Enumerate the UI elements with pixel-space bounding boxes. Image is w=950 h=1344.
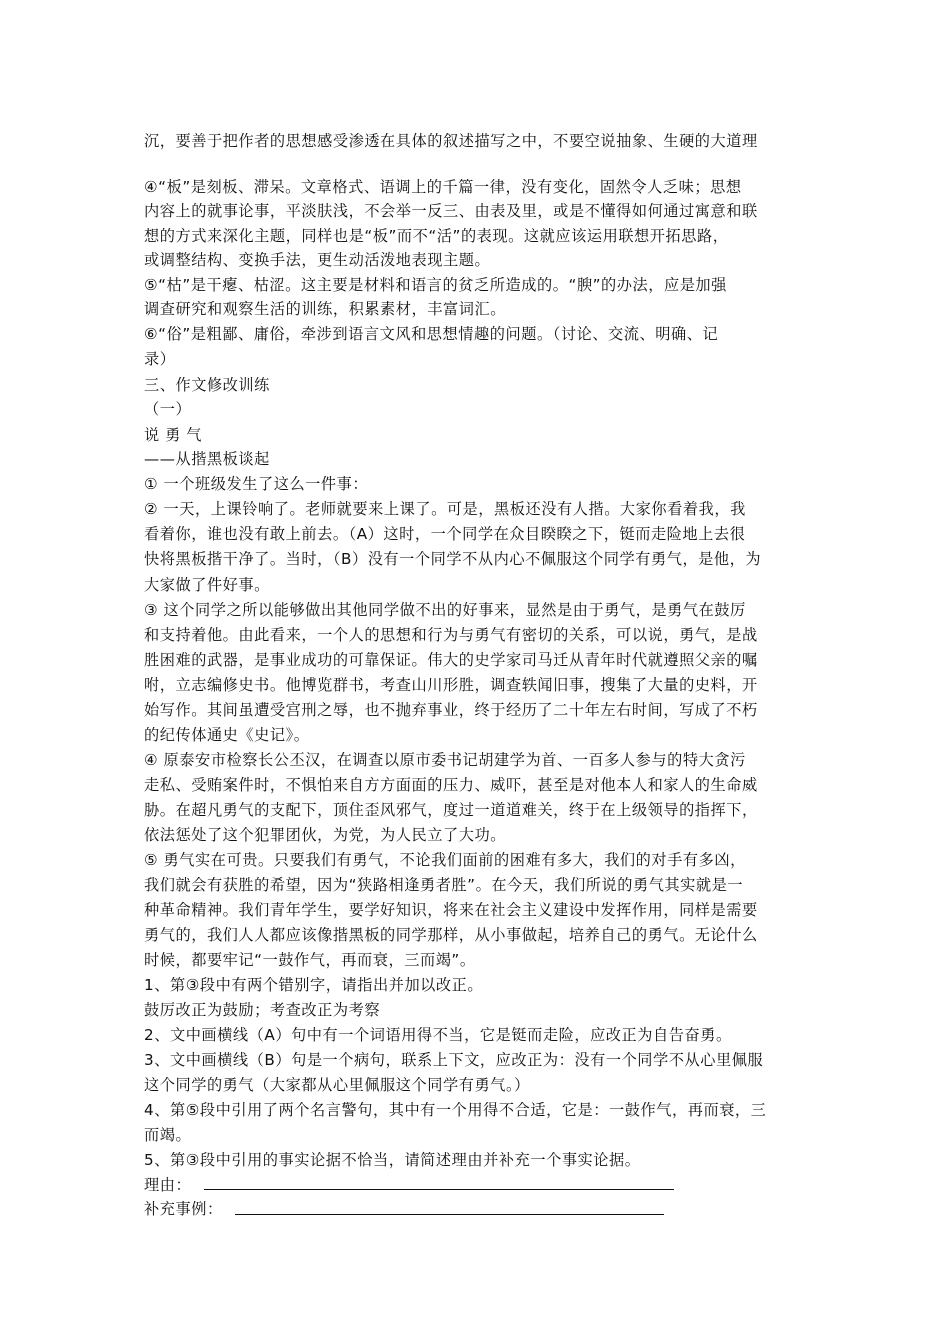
- text-line: ④ 原泰安市检察长公丕汉，在调查以原市委书记胡建学为首、一百多人参与的特大贪污: [144, 751, 746, 769]
- text-line: 时候，都要牢记“一鼓作气，再而衰，三而竭”。: [144, 951, 476, 969]
- reason-label: 理由：: [144, 1176, 192, 1194]
- text-line: 的纪传体通史《史记》。: [144, 726, 310, 744]
- section-heading: 三、作文修改训练: [144, 376, 270, 394]
- text-line: 或调整结构、变换手法，更生动活泼地表现主题。: [144, 251, 491, 269]
- text-line: 始写作。其间虽遭受宫刑之辱，也不抛弃事业，终于经历了二十年左右时间，写成了不朽: [144, 701, 758, 719]
- essay-subtitle: ——从揩黑板谈起: [144, 450, 270, 468]
- text-line: 我们就会有获胜的希望，因为“狭路相逢勇者胜”。在今天，我们所说的勇气其实就是一: [144, 876, 744, 894]
- reason-blank-line: [204, 1189, 674, 1190]
- text-line: 而竭。: [144, 1126, 192, 1144]
- text-line: 种革命精神。我们青年学生，要学好知识，将来在社会主义建设中发挥作用，同样是需要: [144, 901, 758, 919]
- text-line: 胁。在超凡勇气的支配下，顶住歪风邪气，度过一道道难关，终于在上级领导的指挥下，: [144, 801, 758, 819]
- question-line: 5、第③段中引用的事实论据不恰当，请简述理由并补充一个事实论据。: [144, 1151, 641, 1169]
- text-line: ① 一个班级发生了这么一件事：: [144, 475, 369, 493]
- text-line: ④“板”是刻板、滞呆。文章格式、语调上的千篇一律，没有变化，固然令人乏味；思想: [144, 178, 742, 196]
- text-line: 这个同学的勇气（大家都从心里佩服这个同学有勇气。）: [144, 1076, 530, 1094]
- example-label: 补充事例：: [144, 1200, 223, 1218]
- text-line: 录）: [144, 350, 176, 368]
- text-line: 快将黑板揩干净了。当时，（B）没有一个同学不从内心不佩服这个同学有勇气，是他，为: [144, 550, 762, 568]
- question-line: 3、文中画横线（B）句是一个病句，联系上下文，应改正为：没有一个同学不从心里佩服: [144, 1051, 764, 1069]
- text-line: 和支持着他。由此看来，一个人的思想和行为与勇气有密切的关系，可以说，勇气，是战: [144, 626, 758, 644]
- text-line: 内容上的就事论事，平淡肤浅，不会举一反三、由表及里，或是不懂得如何通过寓意和联: [144, 202, 758, 220]
- text-line: 想的方式来深化主题，同样也是“板”而不“活”的表现。这就应该运用联想开拓思路，: [144, 227, 729, 245]
- text-line: ⑥“俗”是粗鄙、庸俗，牵涉到语言文风和思想情趣的问题。（讨论、交流、明确、记: [144, 325, 719, 343]
- text-line: 看着你，谁也没有敢上前去。（A）这时，一个同学在众目睽睽之下，铤而走险地上去很: [144, 525, 746, 543]
- text-line: 大家做了件好事。: [144, 576, 270, 594]
- essay-title: 说 勇 气: [144, 426, 202, 444]
- text-line: 勇气的，我们人人都应该像揩黑板的同学那样，从小事做起，培养自己的勇气。无论什么: [144, 926, 758, 944]
- question-line: 1、第③段中有两个错别字，请指出并加以改正。: [144, 976, 484, 994]
- text-line: ⑤“枯”是干瘪、枯涩。这主要是材料和语言的贫乏所造成的。“腴”的办法，应是加强: [144, 276, 727, 294]
- text-line: 咐，立志编修史书。他博览群书，考查山川形胜，调查轶闻旧事，搜集了大量的史料，开: [144, 676, 758, 694]
- text-line: ⑤ 勇气实在可贵。只要我们有勇气，不论我们面前的困难有多大，我们的对手有多凶，: [144, 851, 746, 869]
- text-line: ③ 这个同学之所以能够做出其他同学做不出的好事来，显然是由于勇气，是勇气在鼓厉: [144, 601, 746, 619]
- question-line: 2、文中画横线（A）句中有一个词语用得不当，它是铤而走险，应改正为自告奋勇。: [144, 1026, 732, 1044]
- text-line: 调查研究和观察生活的训练，积累素材，丰富词汇。: [144, 300, 506, 318]
- answer-line: 鼓厉改正为鼓励；考查改正为考察: [144, 1001, 381, 1019]
- text-line: 依法惩处了这个犯罪团伙，为党，为人民立了大功。: [144, 826, 506, 844]
- text-line: ② 一天，上课铃响了。老师就要来上课了。可是，黑板还没有人揩。大家你看着我，我: [144, 500, 746, 518]
- text-line: 沉，要善于把作者的思想感受渗透在具体的叙述描写之中，不要空说抽象、生硬的大道理: [144, 132, 758, 150]
- text-line: 走私、受贿案件时，不惧怕来自方方面面的压力、威吓，甚至是对他本人和家人的生命威: [144, 776, 758, 794]
- question-line: 4、第⑤段中引用了两个名言警句，其中有一个用得不合适，它是：一鼓作气，再而衰，三: [144, 1101, 767, 1119]
- example-blank-line: [235, 1214, 664, 1215]
- text-line: 胜困难的武器，是事业成功的可靠保证。伟大的史学家司马迁从青年时代就遵照父亲的嘱: [144, 651, 758, 669]
- text-line: （一）: [144, 400, 192, 418]
